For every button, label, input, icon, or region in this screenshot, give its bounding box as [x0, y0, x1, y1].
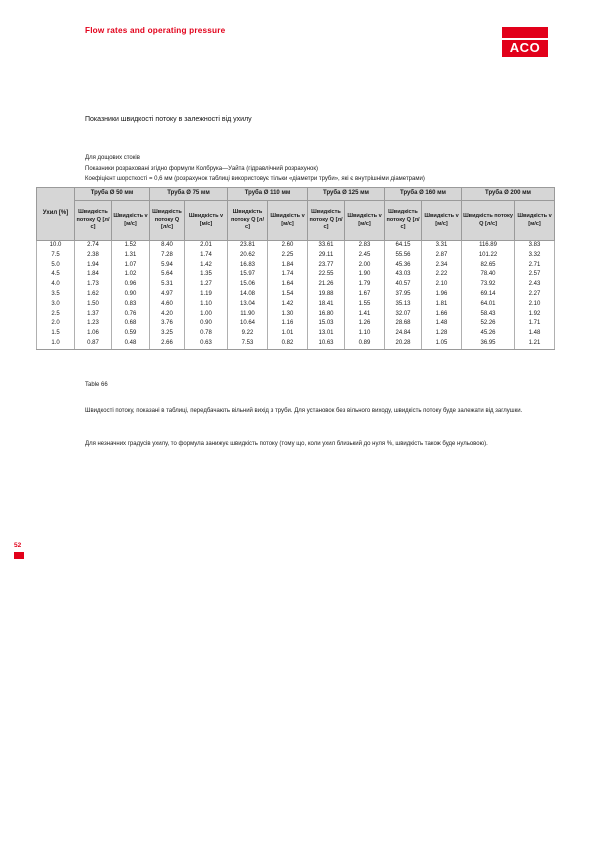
intro-line-1: Для дощових стоків	[85, 155, 140, 161]
table-row	[37, 261, 555, 271]
velocity-cell: 1.42	[268, 300, 308, 310]
velocity-cell: 1.41	[345, 310, 385, 320]
table-row	[37, 310, 555, 320]
flow-rate-header: Швидкість потоку Q [л/с]	[462, 201, 515, 241]
flow-rate-cell: 52.26	[462, 319, 515, 329]
slope-cell: 1.5	[37, 329, 75, 339]
page-number: 52	[14, 542, 22, 549]
flow-rate-cell: 8.40	[150, 241, 185, 251]
flow-rate-cell: 35.13	[385, 300, 422, 310]
pipe-header: Труба Ø 75 мм	[150, 188, 228, 201]
velocity-cell: 2.57	[515, 270, 555, 280]
flow-rate-cell: 23.81	[228, 241, 268, 251]
table-row	[37, 300, 555, 310]
flow-rate-cell: 1.37	[75, 310, 112, 320]
velocity-cell: 2.10	[422, 280, 462, 290]
velocity-cell: 1.48	[422, 319, 462, 329]
slope-cell: 2.5	[37, 310, 75, 320]
table-row	[37, 339, 555, 349]
velocity-cell: 0.78	[185, 329, 228, 339]
slope-cell: 10.0	[37, 241, 75, 251]
note-free-outlet: Швидкості потоку, показані в таблиці, передбачають вільний вихід з труби. Для установок без вільного виходу, швидкість потоку буде залежати від заглушки.	[85, 408, 523, 414]
flow-rate-cell: 15.97	[228, 270, 268, 280]
velocity-cell: 1.01	[268, 329, 308, 339]
velocity-cell: 1.42	[185, 261, 228, 271]
velocity-cell: 3.32	[515, 251, 555, 261]
flow-rate-cell: 19.88	[308, 290, 345, 300]
velocity-cell: 1.30	[268, 310, 308, 320]
velocity-cell: 1.19	[185, 290, 228, 300]
velocity-cell: 2.60	[268, 241, 308, 251]
velocity-cell: 0.63	[185, 339, 228, 349]
velocity-cell: 0.48	[112, 339, 150, 349]
flow-rate-cell: 9.22	[228, 329, 268, 339]
flow-rate-cell: 2.66	[150, 339, 185, 349]
pipe-header: Труба Ø 125 мм	[308, 188, 385, 201]
flow-rate-cell: 1.23	[75, 319, 112, 329]
flow-rate-cell: 16.83	[228, 261, 268, 271]
flow-rate-cell: 45.26	[462, 329, 515, 339]
flow-rate-cell: 5.64	[150, 270, 185, 280]
flow-rate-cell: 36.95	[462, 339, 515, 349]
table-row	[37, 241, 555, 251]
flow-rate-cell: 22.55	[308, 270, 345, 280]
table-row	[37, 280, 555, 290]
flow-rate-cell: 13.04	[228, 300, 268, 310]
flow-rate-cell: 1.73	[75, 280, 112, 290]
pipe-header: Труба Ø 50 мм	[75, 188, 150, 201]
velocity-cell: 1.28	[422, 329, 462, 339]
pipe-header-row	[37, 188, 555, 201]
flow-rate-cell: 101.22	[462, 251, 515, 261]
flow-rate-cell: 11.90	[228, 310, 268, 320]
table-caption: Table 66	[85, 382, 108, 388]
pipe-header: Труба Ø 200 мм	[462, 188, 555, 201]
flow-rate-cell: 1.06	[75, 329, 112, 339]
logo-text: ACO	[509, 40, 541, 55]
intro-line-2: Показники розраховані згідно формули Колбрука—Уайта (гідравлічний розрахунок)	[85, 165, 318, 172]
velocity-cell: 1.92	[515, 310, 555, 320]
column-header-row	[37, 201, 555, 241]
flow-rate-cell: 2.74	[75, 241, 112, 251]
velocity-cell: 2.45	[345, 251, 385, 261]
flow-rate-cell: 1.94	[75, 261, 112, 271]
velocity-cell: 1.79	[345, 280, 385, 290]
flow-rate-cell: 40.57	[385, 280, 422, 290]
table-row	[37, 329, 555, 339]
flow-rate-cell: 24.84	[385, 329, 422, 339]
velocity-cell: 1.10	[185, 300, 228, 310]
slope-cell: 7.5	[37, 251, 75, 261]
velocity-cell: 1.02	[112, 270, 150, 280]
velocity-cell: 1.55	[345, 300, 385, 310]
flow-rate-cell: 3.25	[150, 329, 185, 339]
slope-cell: 3.5	[37, 290, 75, 300]
flow-rate-cell: 82.65	[462, 261, 515, 271]
velocity-header: Швидкість v [м/с]	[268, 201, 308, 241]
velocity-cell: 1.26	[345, 319, 385, 329]
flow-rate-cell: 1.84	[75, 270, 112, 280]
flow-rate-cell: 7.53	[228, 339, 268, 349]
note-low-slope: Для незначних градусів ухилу, то формула занижує швидкість потоку (тому що, коли ухил близький до нуля %, швидкість також буде нульовою).	[85, 441, 488, 447]
velocity-cell: 0.83	[112, 300, 150, 310]
flow-rate-cell: 10.64	[228, 319, 268, 329]
velocity-cell: 2.27	[515, 290, 555, 300]
flow-rate-cell: 3.76	[150, 319, 185, 329]
velocity-cell: 2.25	[268, 251, 308, 261]
flow-rate-cell: 33.61	[308, 241, 345, 251]
flow-rate-cell: 78.40	[462, 270, 515, 280]
flow-rate-header: Швидкість потоку Q [л/с]	[308, 201, 345, 241]
velocity-cell: 2.00	[345, 261, 385, 271]
velocity-cell: 0.96	[112, 280, 150, 290]
velocity-cell: 1.81	[422, 300, 462, 310]
velocity-cell: 0.89	[345, 339, 385, 349]
velocity-cell: 1.67	[345, 290, 385, 300]
flow-rate-cell: 64.01	[462, 300, 515, 310]
velocity-header: Швидкість v [м/с]	[422, 201, 462, 241]
flow-rate-header: Швидкість потоку Q [л/с]	[75, 201, 112, 241]
velocity-cell: 1.64	[268, 280, 308, 290]
flow-rate-cell: 5.31	[150, 280, 185, 290]
flow-rate-cell: 37.95	[385, 290, 422, 300]
velocity-cell: 1.74	[185, 251, 228, 261]
velocity-cell: 1.16	[268, 319, 308, 329]
flow-rate-cell: 58.43	[462, 310, 515, 320]
flow-rate-cell: 28.68	[385, 319, 422, 329]
page-marker	[14, 552, 24, 559]
flow-rate-header: Швидкість потоку Q [л/с]	[150, 201, 185, 241]
flow-rate-cell: 5.94	[150, 261, 185, 271]
velocity-cell: 1.27	[185, 280, 228, 290]
slope-cell: 1.0	[37, 339, 75, 349]
flow-rate-cell: 15.03	[308, 319, 345, 329]
velocity-cell: 2.34	[422, 261, 462, 271]
flow-rate-header: Швидкість потоку Q [л/с]	[385, 201, 422, 241]
velocity-cell: 0.90	[112, 290, 150, 300]
velocity-cell: 2.71	[515, 261, 555, 271]
flow-rate-cell: 64.15	[385, 241, 422, 251]
velocity-cell: 1.21	[515, 339, 555, 349]
flow-rate-cell: 20.28	[385, 339, 422, 349]
velocity-cell: 1.35	[185, 270, 228, 280]
velocity-cell: 1.00	[185, 310, 228, 320]
flow-rate-cell: 73.92	[462, 280, 515, 290]
flow-rate-cell: 69.14	[462, 290, 515, 300]
velocity-cell: 0.59	[112, 329, 150, 339]
velocity-cell: 2.22	[422, 270, 462, 280]
velocity-cell: 2.83	[345, 241, 385, 251]
velocity-cell: 2.43	[515, 280, 555, 290]
velocity-cell: 1.84	[268, 261, 308, 271]
table-row	[37, 290, 555, 300]
flow-rate-cell: 23.77	[308, 261, 345, 271]
slope-cell: 2.0	[37, 319, 75, 329]
slope-cell: 4.0	[37, 280, 75, 290]
pipe-header: Труба Ø 160 мм	[385, 188, 462, 201]
flow-rate-table	[36, 187, 555, 350]
flow-rate-cell: 16.80	[308, 310, 345, 320]
flow-rate-cell: 13.01	[308, 329, 345, 339]
flow-rate-cell: 4.20	[150, 310, 185, 320]
slope-cell: 3.0	[37, 300, 75, 310]
slope-cell: 4.5	[37, 270, 75, 280]
pipe-header: Труба Ø 110 мм	[228, 188, 308, 201]
velocity-header: Швидкість v [м/с]	[112, 201, 150, 241]
flow-rate-cell: 29.11	[308, 251, 345, 261]
velocity-cell: 0.90	[185, 319, 228, 329]
velocity-cell: 3.31	[422, 241, 462, 251]
table-row	[37, 251, 555, 261]
velocity-cell: 2.10	[515, 300, 555, 310]
flow-rate-cell: 4.97	[150, 290, 185, 300]
velocity-cell: 1.31	[112, 251, 150, 261]
flow-rate-cell: 14.08	[228, 290, 268, 300]
velocity-cell: 0.68	[112, 319, 150, 329]
velocity-cell: 1.10	[345, 329, 385, 339]
flow-rate-cell: 10.63	[308, 339, 345, 349]
velocity-header: Швидкість v [м/с]	[345, 201, 385, 241]
flow-rate-cell: 1.62	[75, 290, 112, 300]
velocity-cell: 1.96	[422, 290, 462, 300]
section-title: Показники швидкості потоку в залежності від ухилу	[85, 116, 252, 123]
flow-rate-cell: 45.36	[385, 261, 422, 271]
flow-rate-cell: 21.26	[308, 280, 345, 290]
flow-rate-cell: 1.50	[75, 300, 112, 310]
velocity-cell: 0.76	[112, 310, 150, 320]
velocity-cell: 1.07	[112, 261, 150, 271]
flow-rate-cell: 32.07	[385, 310, 422, 320]
intro-line-3: Коефіцієнт шорсткості = 0,6 мм (розрахунок таблиці використовує тільки «діаметри труби», які є внутрішніми діаметрами)	[85, 176, 425, 182]
velocity-cell: 1.54	[268, 290, 308, 300]
table-row	[37, 319, 555, 329]
flow-rate-cell: 7.28	[150, 251, 185, 261]
velocity-cell: 1.52	[112, 241, 150, 251]
velocity-cell: 1.90	[345, 270, 385, 280]
flow-rate-cell: 55.56	[385, 251, 422, 261]
flow-rate-cell: 116.89	[462, 241, 515, 251]
table-row	[37, 270, 555, 280]
velocity-cell: 2.87	[422, 251, 462, 261]
flow-rate-cell: 2.38	[75, 251, 112, 261]
velocity-cell: 1.71	[515, 319, 555, 329]
flow-rate-cell: 18.41	[308, 300, 345, 310]
velocity-header: Швидкість v [м/с]	[515, 201, 555, 241]
flow-rate-cell: 15.06	[228, 280, 268, 290]
velocity-cell: 2.01	[185, 241, 228, 251]
intro-block	[85, 153, 425, 185]
table-body	[37, 241, 555, 350]
velocity-cell: 0.82	[268, 339, 308, 349]
velocity-cell: 1.05	[422, 339, 462, 349]
slope-cell: 5.0	[37, 261, 75, 271]
velocity-cell: 1.66	[422, 310, 462, 320]
flow-rate-header: Швидкість потоку Q [л/с]	[228, 201, 268, 241]
velocity-cell: 1.74	[268, 270, 308, 280]
aco-logo	[502, 27, 548, 57]
header-title: Flow rates and operating pressure	[85, 26, 226, 35]
slope-header: Ухил [%]	[37, 188, 75, 241]
velocity-cell: 3.83	[515, 241, 555, 251]
flow-rate-cell: 4.60	[150, 300, 185, 310]
velocity-cell: 1.48	[515, 329, 555, 339]
flow-rate-cell: 0.87	[75, 339, 112, 349]
flow-rate-cell: 20.62	[228, 251, 268, 261]
flow-rate-cell: 43.03	[385, 270, 422, 280]
velocity-header: Швидкість v [м/с]	[185, 201, 228, 241]
